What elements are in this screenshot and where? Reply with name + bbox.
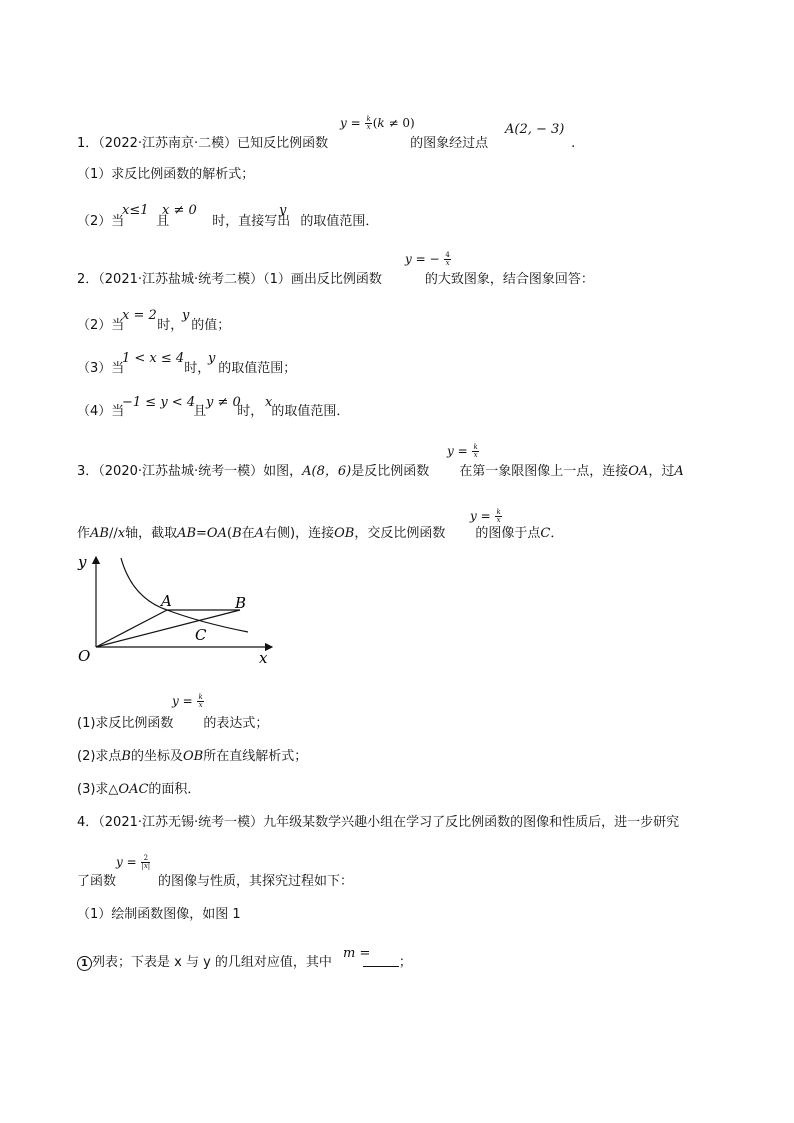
q3-label-b: B [235,594,247,612]
answer-blank [363,958,399,967]
q2-sub4-cond1: −1 ≤ y < 4 [122,395,196,410]
q4-formula: y = $\frac{2}{|x|}$ [116,854,151,870]
q3-hyperbola [121,558,248,632]
q4-line1: 4．（2021·江苏无锡·统考一模）九年级某数学兴趣小组在学习了反比例函数的图像和性质后，进一步研究 [77,815,680,830]
q3-label-y: y [78,553,87,571]
q3-segment-oa [96,610,167,647]
q3-label-c: C [195,626,207,644]
q3-sub2: (2)求点B的坐标及OB所在直线解析式； [77,749,308,764]
circled-number-icon: 1 [77,956,92,971]
q3-figure [72,553,282,665]
q2-sub2: （2）当 时， 的值； [77,318,231,333]
q1-point: A(2, − 3) [505,122,565,137]
q1-var: y [279,203,287,218]
q2-formula: y = − $\frac{4}{x}$ [405,251,450,267]
q3-formula-2: y = $\frac{k}{x}$ [470,508,501,524]
q1-cond1: x≤1 [122,203,149,218]
q2-sub3: （3）当 时， 的取值范围； [77,361,297,376]
q3-line2: 作AB//x轴，截取AB=OA(B在A右侧)，连接OB，交反比例函数 的图像于点C． [77,526,564,541]
q2-sub4-cond2: y ≠ 0 [206,395,241,410]
q1-sub2: （2）当 且 时，直接写出 的取值范围． [77,214,379,229]
q2-sub4: （4）当 且 时， 的取值范围． [77,404,350,419]
q2-sub3-cond: 1 < x ≤ 4 [122,351,185,366]
q3-label-a: A [161,592,172,610]
q3-label-o: O [78,647,91,665]
q2-sub4-var: x [265,395,273,410]
q2-sub2-cond: x = 2 [122,308,157,323]
q3-sub3: (3)求△OAC的面积． [77,782,201,797]
q3-formula-3: y = $\frac{k}{x}$ [172,693,203,709]
q3-label-x: x [259,649,268,665]
q3-sub1: (1)求反比例函数 的表达式； [77,716,269,731]
q4-step1: 1 列表；下表是 x 与 y 的几组对应值，其中 ； [77,955,734,971]
q3-formula-1: y = $\frac{k}{x}$ [447,443,478,459]
q4-step1-var: m = [343,946,371,961]
q1-sub1: （1）求反比例函数的解析式； [77,167,255,182]
q3-segment-ob [96,610,240,647]
q2-sub3-var: y [208,351,216,366]
q3-line1: 3．（2020·江苏盐城·统考一模）如图，A(8，6)是反比例函数 在第一象限图像上一点，连接OA，过A [77,464,684,479]
q4-line2: 了函数 的图像与性质，其探究过程如下： [77,874,354,889]
q1-cond2: x ≠ 0 [162,203,197,218]
q4-sub1: （1）绘制函数图像，如图 1 [77,907,241,922]
q1-line: 1．（2022·江苏南京·二模）已知反比例函数 的图象经过点 . [77,136,576,151]
q2-line: 2．（2021·江苏盐城·统考二模）（1）画出反比例函数 的大致图象，结合图象回答： [77,272,594,287]
q2-sub2-var: y [182,308,190,323]
q1-formula: y = $\frac{k}{x}$ (k ≠ 0) [340,115,415,131]
